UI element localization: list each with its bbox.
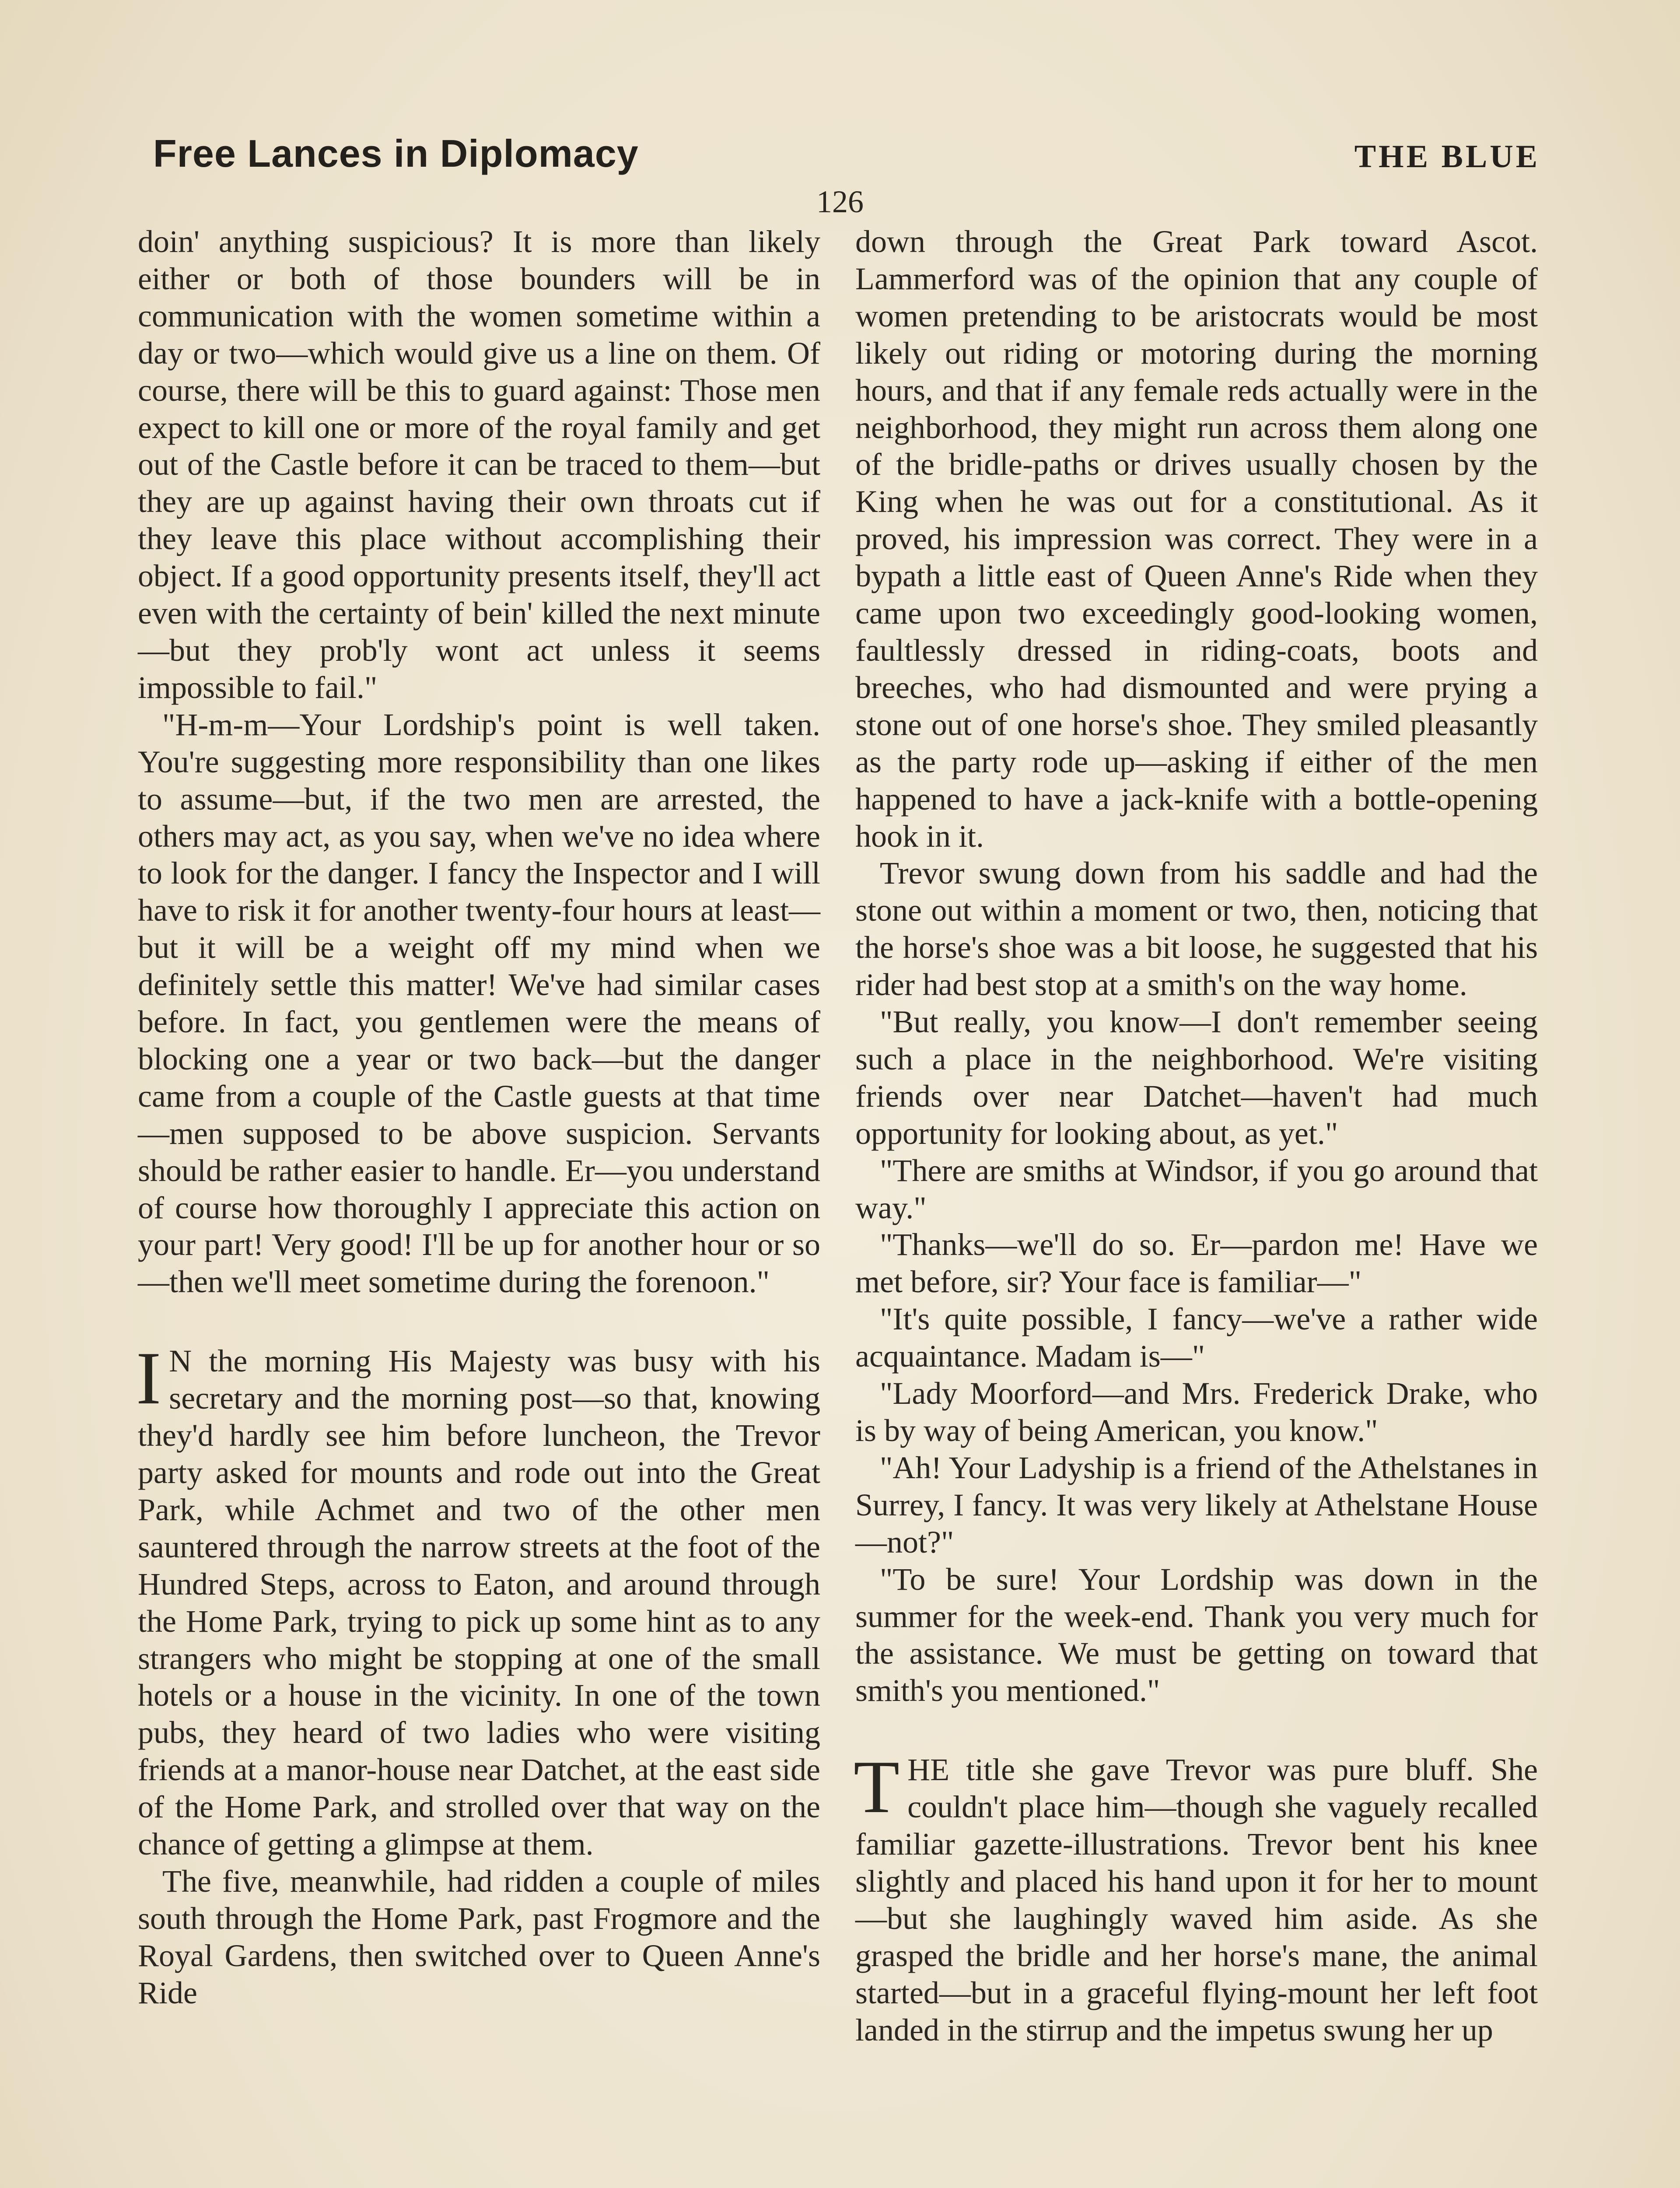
paragraph: "But really, you know—I don't remember seeing such a place in the neighborhood. We're visiting friends over near Datchet—haven't had much opportunity for looking about, as yet." xyxy=(855,1004,1538,1151)
paragraph: "To be sure! Your Lordship was down in the summer for the week-end. Thank you very much for the assistance. We must be getting on toward that smith's you mentioned." xyxy=(855,1561,1538,1708)
paragraph-text: N the morning His Majesty was busy with his secretary and the morning post—so that, knowing they'd hardly see him before luncheon, the Trevor party asked for mounts and rode out into the Great Park, while Achmet and two of the other men sauntered through the narrow streets at the foot of the Hundred Steps, across to Eaton, and around through the Home Park, trying to pick up some hint as to any strangers who might be stopping at one of the small hotels or a house in the vicinity. In one of the town pubs, they heard of two ladies who were visiting friends at a manor-house near Datchet, at the east side of the Home Park, and strolled over that way on the chance of getting a glimpse at them. xyxy=(138,1343,820,1862)
left-column xyxy=(138,223,820,2012)
story-title: Free Lances in Diplomacy xyxy=(153,132,639,175)
drop-cap: I xyxy=(136,1337,161,1420)
right-column xyxy=(855,223,1538,2049)
paragraph: "Thanks—we'll do so. Er—pardon me! Have we met before, sir? Your face is familiar—" xyxy=(855,1227,1538,1300)
paragraph: doin' anything suspicious? It is more than likely either or both of those bounders will be in communication with the women sometime within a day or two—which would give us a line on them. Of course, there will be this to guard against: Those men expect to kill one or more of the royal family and get out of the Castle before it can be traced to them—but they are up against having their own throats cut if they leave this place without accomplishing their object. If a good opportunity presents itself, they'll act even with the certainty of bein' killed the next minute—but they prob'ly wont act unless it seems impossible to fail." xyxy=(138,224,820,705)
section-paragraph xyxy=(136,1337,820,1863)
paragraph: "Ah! Your Ladyship is a friend of the Athelstanes in Surrey, I fancy. It was very likely at Athelstane House—not?" xyxy=(855,1450,1538,1560)
drop-cap: T xyxy=(854,1746,900,1829)
paragraph: "Lady Moorford—and Mrs. Frederick Drake, who is by way of being American, you know." xyxy=(855,1376,1538,1448)
section-paragraph xyxy=(854,1746,1538,2048)
paragraph: The five, meanwhile, had ridden a couple of miles south through the Home Park, past Frogmore and the Royal Gardens, then switched over to Queen Anne's Ride xyxy=(138,1863,820,2010)
paragraph: down through the Great Park toward Ascot. Lammerford was of the opinion that any couple of women pretending to be aristocrats would be most likely out riding or motoring during the morning hours, and that if any female reds actually were in the neighborhood, they might run across them along one of the bridle-paths or drives usually chosen by the King when he was out for a constitutional. As it proved, his impression was correct. They were in a bypath a little east of Queen Anne's Ride when they came upon two exceedingly good-looking women, faultlessly dressed in riding-coats, boots and breeches, who had dismounted and were prying a stone out of one horse's shoe. They smiled pleasantly as the party rode up—asking if either of the men happened to have a jack-knife with a bottle-opening hook in it. xyxy=(855,224,1538,854)
paragraph: "It's quite possible, I fancy—we've a rather wide acquaintance. Madam is—" xyxy=(855,1301,1538,1374)
page-number: 126 xyxy=(816,184,864,219)
paragraph: Trevor swung down from his saddle and had the stone out within a moment or two, then, noticing that the horse's shoe was a bit loose, he suggested that his rider had best stop at a smith's on the way home. xyxy=(855,856,1538,1003)
paragraph: "There are smiths at Windsor, if you go around that way." xyxy=(855,1153,1538,1225)
magazine-title: THE BLUE xyxy=(1354,139,1540,175)
paragraph: "H-m-m—Your Lordship's point is well taken. You're suggesting more responsibility than one likes to assume—but, if the two men are arrested, the others may act, as you say, when we've no idea where to look for the danger. I fancy the Inspector and I will have to risk it for another twenty-four hours at least—but it will be a weight off my mind when we definitely settle this matter! We've had similar cases before. In fact, you gentlemen were the means of blocking one a year or two back—but the danger came from a couple of the Castle guests at that time—men supposed to be above suspicion. Servants should be rather easier to handle. Er—you understand of course how thoroughly I appreciate this action on your part! Very good! I'll be up for another hour or so—then we'll meet sometime during the forenoon." xyxy=(138,707,820,1300)
paragraph-text: HE title she gave Trevor was pure bluff. She couldn't place him—though she vaguely recalled familiar gazette-illustrations. Trevor bent his knee slightly and placed his hand upon it for her to mount—but she laughingly waved him aside. As she grasped the bridle and her horse's mane, the animal started—but in a graceful flying-mount her left foot landed in the stirrup and the impetus swung her up xyxy=(855,1752,1538,2048)
